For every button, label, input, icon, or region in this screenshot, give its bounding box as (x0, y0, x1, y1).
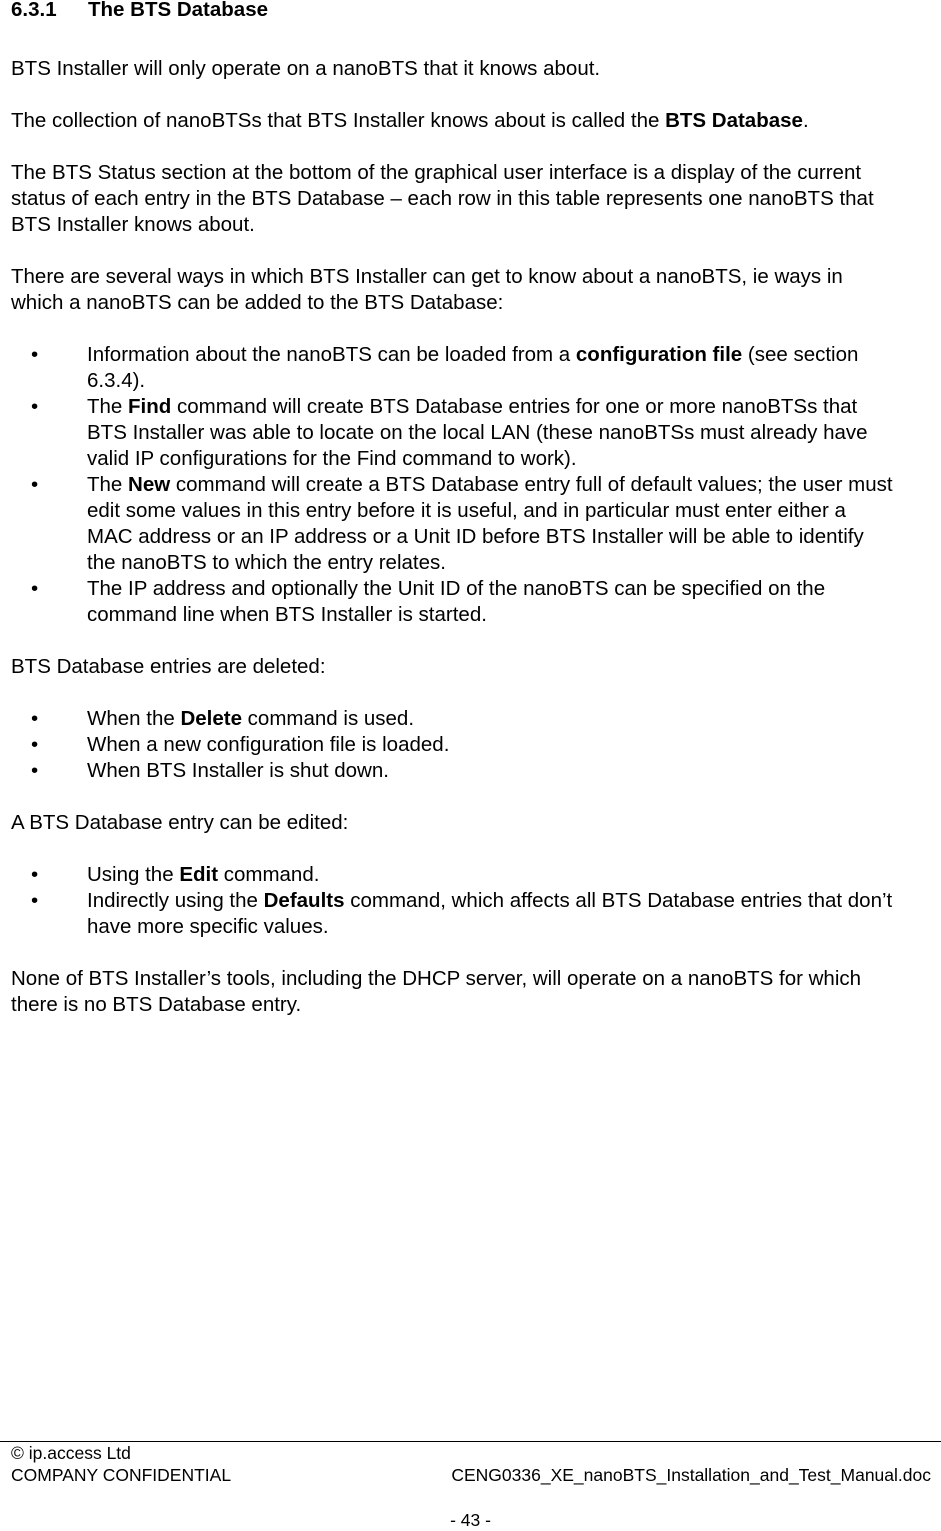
footer-filename: CENG0336_XE_nanoBTS_Installation_and_Test_Manual.doc (451, 1465, 931, 1485)
text-run: When BTS Installer is shut down. (87, 759, 389, 782)
text-run: command, which affects all BTS Database entries that don’t have more specific values. (87, 889, 893, 938)
paragraph-4: There are several ways in which BTS Installer can get to know about a nanoBTS, ie ways in which a nanoBTS can be added to the BTS Database: (11, 265, 843, 314)
text-run: When a new configuration file is loaded. (87, 733, 450, 756)
page-number: - 43 - (450, 1510, 491, 1530)
body-text (11, 56, 896, 1044)
footer-row (11, 1465, 931, 1485)
paragraph-6: A BTS Database entry can be edited: (11, 811, 349, 834)
text-run: command. (218, 863, 320, 886)
list-item (11, 576, 896, 628)
list-item (11, 758, 896, 784)
list-item (11, 888, 896, 940)
list-item (11, 862, 896, 888)
bold-term: Edit (179, 863, 219, 886)
text-run: command is used. (241, 707, 415, 730)
edit-list (11, 862, 896, 940)
text-run: command will create a BTS Database entry full of default values; the user must edit some values in this entry before it is useful, and in particular must enter either a MAC address or an IP address or a Unit ID before BTS Installer will be able to identify the nanoBTS to which the entry relates. (87, 473, 893, 574)
bold-term: Find (128, 395, 172, 418)
text-run: When the (87, 707, 181, 730)
add-methods-list (11, 342, 896, 628)
list-item (11, 472, 896, 576)
paragraph-5: BTS Database entries are deleted: (11, 655, 326, 678)
text-run: (see section 6.3.4). (87, 343, 859, 392)
bold-term: Defaults (263, 889, 345, 912)
section-number: 6.3.1 (11, 0, 57, 21)
text-run: . (802, 109, 809, 132)
list-item (11, 706, 896, 732)
bold-term: BTS Database (665, 109, 803, 132)
paragraph-2 (11, 108, 896, 134)
text-run: Indirectly using the (87, 889, 264, 912)
list-item (11, 342, 896, 394)
section-title: The BTS Database (88, 0, 268, 21)
list-item (11, 732, 896, 758)
text-run: command will create BTS Database entries for one or more nanoBTSs that BTS Installer was able to locate on the local LAN (these nanoBTSs must already have valid IP configurations for the Find command to work). (87, 395, 868, 470)
text-run: The collection of nanoBTSs that BTS Installer knows about is called the (11, 109, 666, 132)
text-run: The IP address and optionally the Unit ID of the nanoBTS can be specified on the command line when BTS Installer is started. (87, 577, 826, 626)
text-run: Information about the nanoBTS can be loaded from a (87, 343, 576, 366)
list-item (11, 394, 896, 472)
bold-term: Delete (180, 707, 242, 730)
bold-term: configuration file (575, 343, 743, 366)
text-run: Using the (87, 863, 180, 886)
footer-divider (0, 1441, 941, 1442)
footer-confidential: COMPANY CONFIDENTIAL (11, 1465, 232, 1485)
text-run: The (87, 395, 129, 418)
section-heading (11, 0, 268, 22)
paragraph-3: The BTS Status section at the bottom of the graphical user interface is a display of the current status of each entry in the BTS Database – each row in this table represents one nanoBTS that BTS Installer knows about. (11, 161, 874, 236)
bold-term: New (128, 473, 171, 496)
footer-copyright: © ip.access Ltd (11, 1443, 131, 1463)
paragraph-7: None of BTS Installer’s tools, including the DHCP server, will operate on a nanoBTS for which there is no BTS Database entry. (11, 967, 862, 1016)
paragraph-1: BTS Installer will only operate on a nanoBTS that it knows about. (11, 57, 601, 80)
text-run: The (87, 473, 129, 496)
delete-list (11, 706, 896, 784)
